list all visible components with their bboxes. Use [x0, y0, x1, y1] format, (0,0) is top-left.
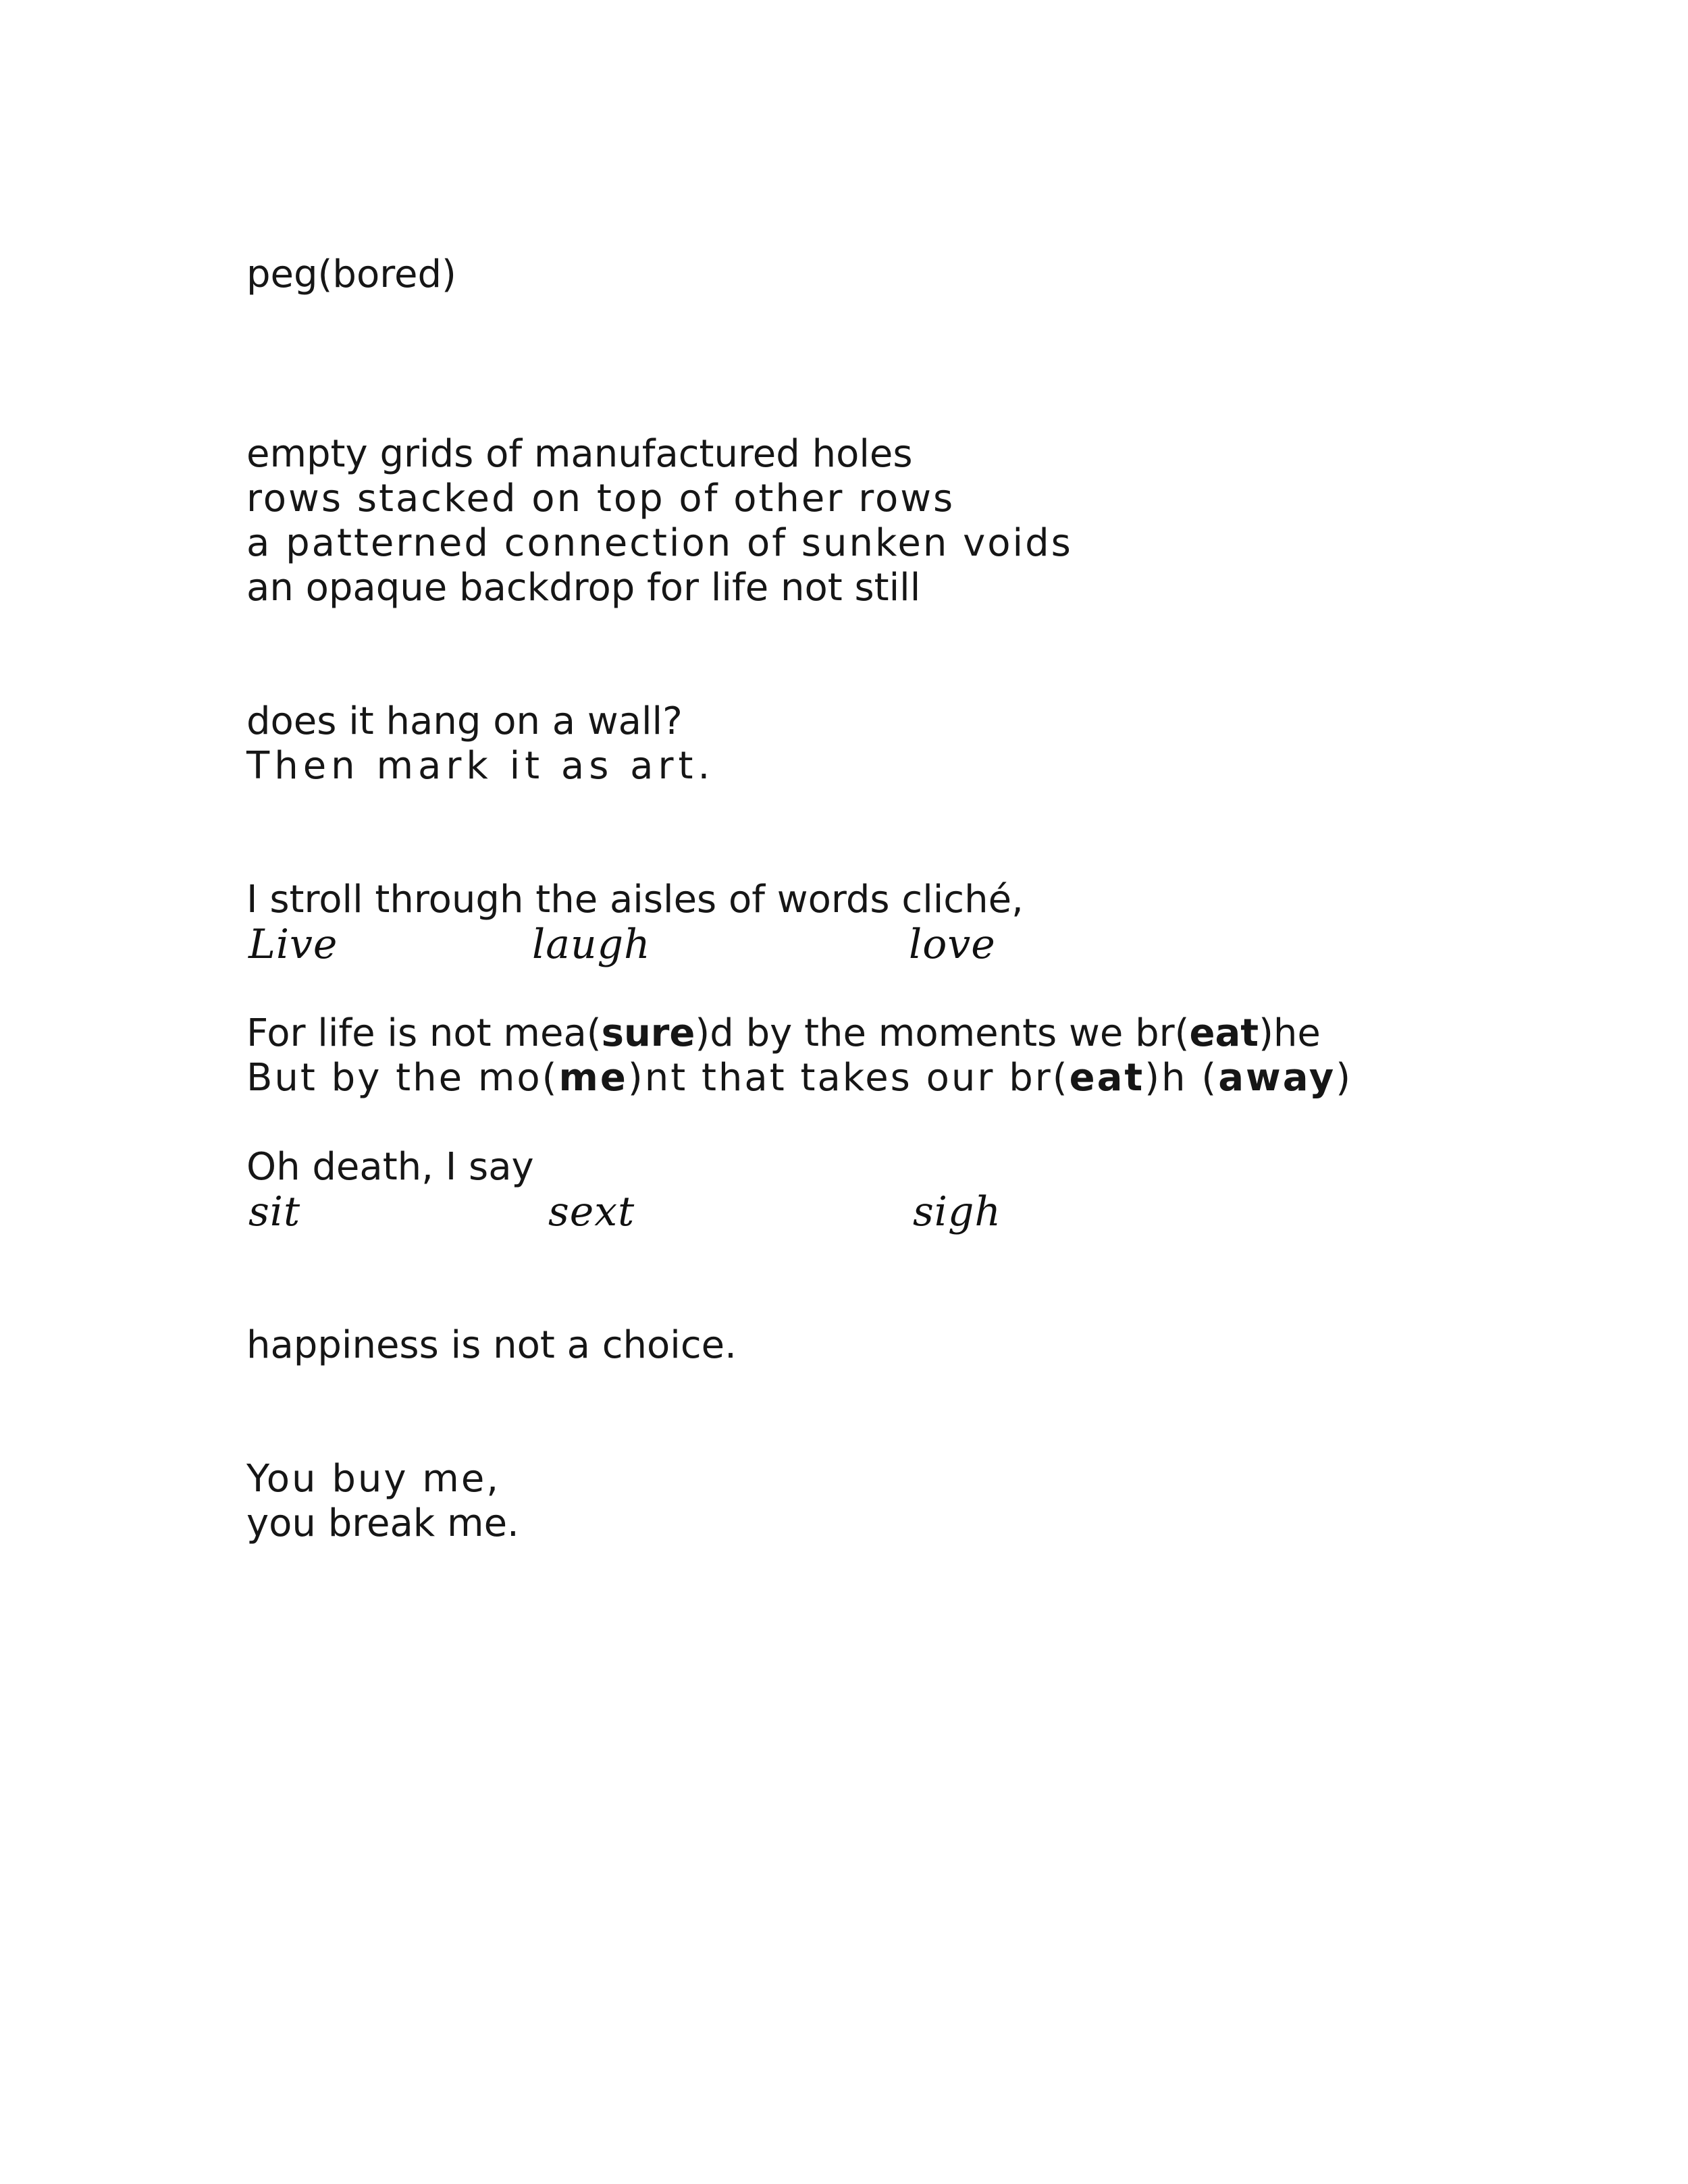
- stanza1-line3: a patterned connection of sunken voids: [246, 521, 1073, 565]
- stanza4-line2-bold-me: me: [558, 1056, 628, 1100]
- stanza1-line2: rows stacked on top of other rows: [246, 477, 955, 521]
- stanza4-line1-part-a: For life is not mea(: [246, 1011, 602, 1055]
- script-word-sit: sit: [248, 1188, 301, 1235]
- script-word-laugh: laugh: [532, 921, 651, 968]
- stanza5-line: Oh death, I say: [246, 1145, 534, 1189]
- stanza7-line2: you break me.: [246, 1501, 519, 1545]
- stanza4-line2-part-a: But by the mo(: [246, 1056, 559, 1100]
- stanza4-line2-part-g: ): [1336, 1056, 1353, 1100]
- script-word-love: love: [909, 921, 996, 968]
- script-word-sext: sext: [548, 1188, 635, 1235]
- stanza3-line: I stroll through the aisles of words cliché,: [246, 878, 1024, 922]
- stanza4-line2-bold-away: away: [1218, 1056, 1336, 1100]
- script-word-live: Live: [248, 921, 338, 968]
- stanza4-line1-bold-eat: eat: [1189, 1011, 1259, 1055]
- stanza2-line2: Then mark it as art.: [246, 744, 715, 788]
- stanza2-line1: does it hang on a wall?: [246, 699, 683, 743]
- stanza4-line2-part-e: )h (: [1144, 1056, 1219, 1100]
- stanza4-line1-bold-sure: sure: [601, 1011, 695, 1055]
- stanza1-line1: empty grids of manufactured holes: [246, 432, 913, 476]
- poem-title: peg(bored): [246, 252, 456, 296]
- stanza4-line2-bold-eat: eat: [1069, 1056, 1145, 1100]
- stanza7-line1: You buy me,: [246, 1457, 501, 1501]
- stanza4-line1-part-c: )d by the moments we br(: [695, 1011, 1190, 1055]
- stanza4-line2-part-c: )nt that takes our br(: [627, 1056, 1070, 1100]
- stanza4-line2: [246, 1056, 1352, 1100]
- stanza4-line1-part-e: )he: [1259, 1011, 1321, 1055]
- script-word-sigh: sigh: [913, 1188, 1002, 1235]
- stanza6-line: happiness is not a choice.: [246, 1323, 737, 1367]
- stanza1-line4: an opaque backdrop for life not still: [246, 566, 921, 610]
- stanza4-line1: [246, 1011, 1321, 1056]
